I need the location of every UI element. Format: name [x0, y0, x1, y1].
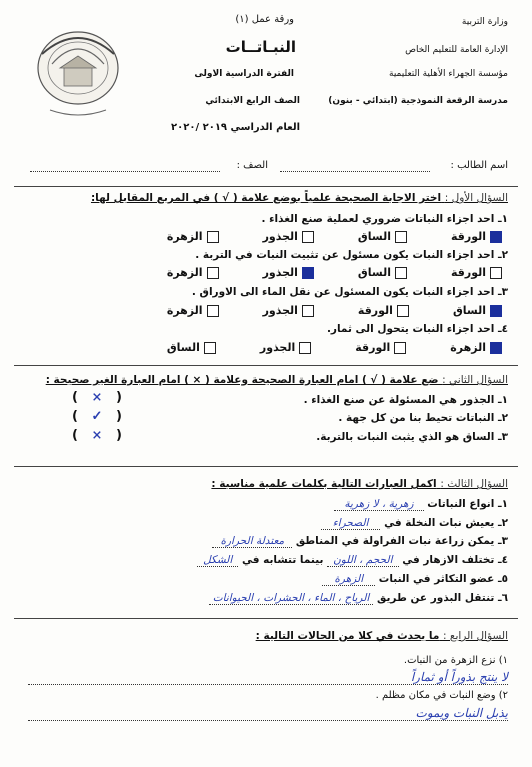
grade-label: الصف الرابع الابتدائي [205, 96, 300, 106]
q4-answer-2[interactable]: يذبل النبات ويموت [28, 706, 508, 721]
q4-title: السؤال الرابع : ما يحدث في كلا من الحالات التالية : [255, 630, 508, 642]
option[interactable]: الزهرة [167, 304, 219, 317]
option[interactable]: الساق [358, 266, 407, 279]
option[interactable]: الورقة [358, 304, 409, 317]
subject-title: النبـاتــات [225, 38, 296, 56]
academic-year: العام الدراسي ٢٠١٩ /٢٠٢٠ [171, 122, 300, 133]
option[interactable]: الزهرة [450, 341, 502, 354]
q3-item-3: ٣ـ يمكن زراعة نبات الفراولة في المناطق معتدلة الحرارة [212, 535, 508, 548]
option[interactable]: الورقة [355, 341, 406, 354]
q3-item-5: ٥ـ عضو التكاثر في النبات الزهرة [322, 573, 508, 586]
checkbox[interactable] [490, 267, 502, 279]
checkbox[interactable] [207, 305, 219, 317]
worksheet-number: ورقة عمل (١) [235, 14, 294, 25]
class-field[interactable] [30, 171, 220, 172]
checkbox[interactable] [394, 342, 406, 354]
q1-title: السؤال الأول : اختر الاجابة الصحيحة علمياً بوضع علامة ( √ ) في المربع المقابل لها: [90, 192, 508, 204]
answer-field[interactable]: الرياح ، الماء ، الحشرات ، الحيوانات [209, 592, 374, 605]
q4-item-1: ١) نزع الزهرة من النبات. [403, 655, 508, 666]
q2-title: السؤال الثاني : ضع علامة ( √ ) امام العبارة الصحيحة وعلامة ( × ) امام العبارة الغير صحيحة : [45, 374, 508, 386]
q1-item-2: ٢ـ احد اجزاء النبات يكون مسئول عن تثبيت النبات في التربة . [195, 249, 508, 261]
q2-answer-3[interactable]: ( × ) [72, 428, 122, 443]
student-name-label: اسم الطالب : [450, 160, 508, 171]
option[interactable]: الزهرة [167, 230, 219, 243]
q3-item-2: ٢ـ يعيش نبات النخلة في الصحراء [321, 517, 508, 530]
checkbox-checked[interactable] [490, 342, 502, 354]
checkbox[interactable] [302, 305, 314, 317]
q2-item-1: ١ـ الجذور هي المسئولة عن صنع الغذاء . [303, 394, 508, 406]
answer-field[interactable]: الحجم ، اللون [327, 554, 398, 567]
option[interactable]: الساق [358, 230, 407, 243]
answer-field[interactable]: الصحراء [321, 517, 381, 530]
ministry-name: وزارة التربية [461, 17, 508, 27]
checkbox[interactable] [395, 231, 407, 243]
q1-options-4 [167, 341, 502, 354]
q3-item-4: ٤ـ تختلف الازهار في الحجم ، اللون بينما تتشابه في الشكل [197, 554, 508, 567]
answer-field[interactable]: الزهرة [322, 573, 375, 586]
q4-answer-1[interactable]: لا ينتج بذوراً أو ثماراً [28, 670, 508, 685]
q1-item-4: ٤ـ احد اجزاء النبات يتحول الى ثمار. [326, 323, 508, 335]
answer-field[interactable]: معتدلة الحرارة [212, 535, 292, 548]
checkbox[interactable] [204, 342, 216, 354]
checkbox-checked[interactable] [302, 267, 314, 279]
checkbox[interactable] [207, 267, 219, 279]
q3-title: السؤال الثالث : اكمل العبارات التالية بكلمات علمية مناسبة : [211, 478, 508, 490]
option[interactable]: الجذور [260, 341, 311, 354]
divider [14, 618, 518, 619]
q3-item-1: ١ـ انواع النباتات زهرية ، لا زهرية [334, 498, 508, 511]
q3-item-6: ٦ـ تنتقل البذور عن طريق الرياح ، الماء ، الحشرات ، الحيوانات [209, 592, 508, 605]
q1-options-3 [167, 304, 502, 317]
divider [14, 365, 518, 366]
checkbox[interactable] [207, 231, 219, 243]
school-name: مدرسة الرقعة النموذجية (ابتدائي - بنون) [328, 96, 508, 106]
checkbox[interactable] [397, 305, 409, 317]
checkbox[interactable] [299, 342, 311, 354]
term-label: الفترة الدراسية الاولى [194, 69, 294, 79]
option[interactable]: الجذور [263, 304, 314, 317]
institution-name: مؤسسة الجهراء الأهلية التعليمية [389, 69, 508, 79]
checkbox-checked[interactable] [490, 305, 502, 317]
answer-field[interactable]: زهرية ، لا زهرية [334, 498, 423, 511]
option[interactable]: الورقة [451, 230, 502, 243]
q1-item-1: ١ـ احد اجزاء النباتات ضروري لعملية صنع الغذاء . [261, 213, 508, 225]
checkbox[interactable] [395, 267, 407, 279]
q1-item-3: ٣ـ احد اجزاء النبات يكون المسئول عن نقل الماء الى الاوراق . [191, 286, 508, 298]
option[interactable]: الورقة [451, 266, 502, 279]
checkbox-checked[interactable] [490, 231, 502, 243]
q4-item-2: ٢) وضع النبات في مكان مظلم . [375, 690, 508, 701]
option[interactable]: الجذور [263, 230, 314, 243]
answer-field[interactable]: الشكل [197, 554, 238, 567]
q1-options-2 [167, 266, 502, 279]
q2-item-2: ٢ـ النباتات تحيط بنا من كل جهة . [338, 412, 508, 424]
school-logo [30, 24, 126, 120]
q2-item-3: ٣ـ الساق هو الذي يثبت النبات بالتربة. [316, 431, 508, 443]
divider [14, 466, 518, 467]
general-directorate: الإدارة العامة للتعليم الخاص [405, 45, 508, 55]
option[interactable]: الساق [453, 304, 502, 317]
divider [14, 186, 518, 187]
option[interactable]: الجذور [263, 266, 314, 279]
student-name-field[interactable] [280, 171, 430, 172]
checkbox[interactable] [302, 231, 314, 243]
q2-answer-2[interactable]: ( ✓ ) [72, 409, 122, 424]
option[interactable]: الزهرة [167, 266, 219, 279]
class-label: الصف : [236, 160, 268, 171]
q2-answer-1[interactable]: ( × ) [72, 390, 122, 405]
option[interactable]: الساق [167, 341, 216, 354]
q1-options-1 [167, 230, 502, 243]
